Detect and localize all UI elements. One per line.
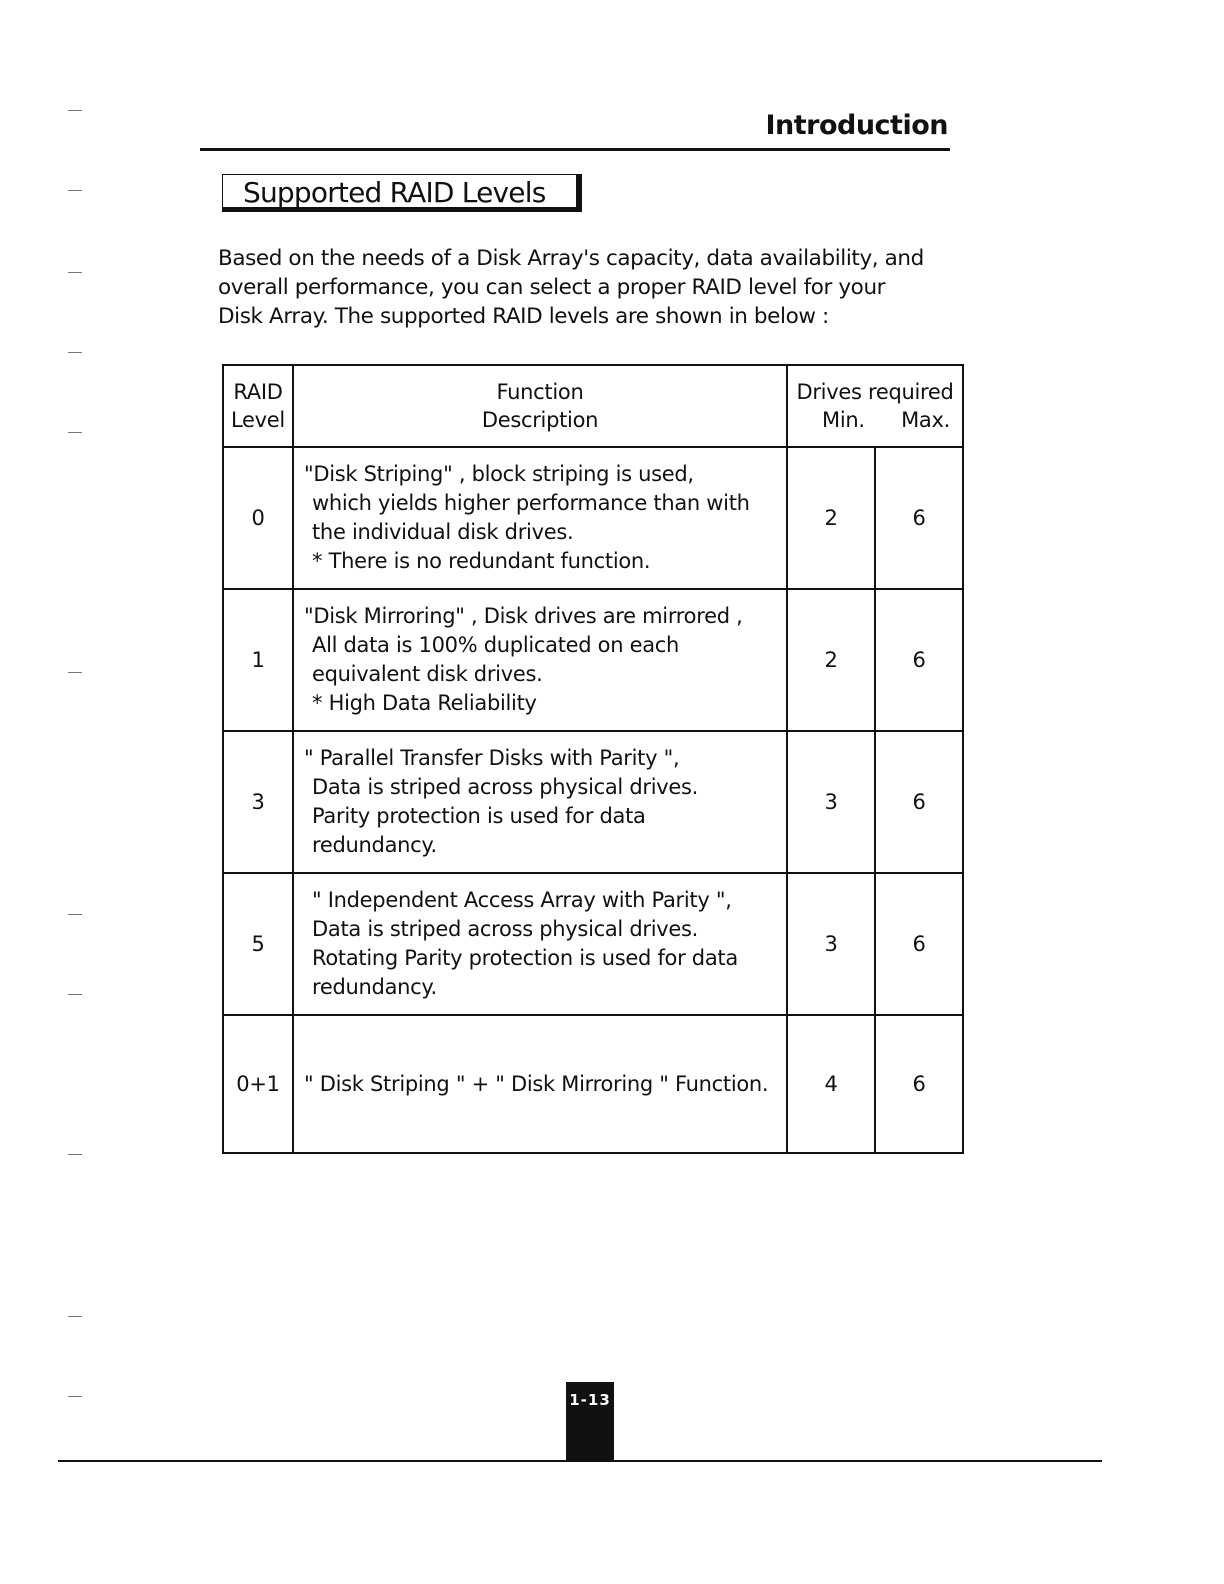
header-drives-label: Drives required xyxy=(796,380,954,404)
min-drives-cell: 3 xyxy=(787,731,875,873)
header-description-label: Description xyxy=(481,408,599,432)
description-line: Parity protection is used for data xyxy=(312,804,646,828)
raid-level-cell: 0 xyxy=(223,447,293,589)
function-description-cell xyxy=(293,731,787,873)
description-line: " Disk Striping " + " Disk Mirroring " Function. xyxy=(304,1071,769,1096)
page-number-tab xyxy=(566,1382,614,1462)
max-drives-cell: 6 xyxy=(875,1015,963,1153)
table-row xyxy=(223,731,963,873)
margin-mark xyxy=(68,1396,82,1397)
description-line: " Independent Access Array with Parity ", xyxy=(312,888,732,912)
raid-level-cell: 5 xyxy=(223,873,293,1015)
description-line: redundancy. xyxy=(312,975,437,999)
table-row xyxy=(223,447,963,589)
description-line: " Parallel Transfer Disks with Parity ", xyxy=(304,746,680,770)
min-drives-cell: 2 xyxy=(787,589,875,731)
table-header-row xyxy=(223,365,963,447)
section-title-box xyxy=(222,174,582,212)
raid-level-cell: 0+1 xyxy=(223,1015,293,1153)
function-description-cell xyxy=(293,589,787,731)
max-drives-cell: 6 xyxy=(875,731,963,873)
margin-mark xyxy=(68,1154,82,1155)
min-drives-cell: 2 xyxy=(787,447,875,589)
header-level-label: Level xyxy=(231,408,285,432)
header-min-label: Min. xyxy=(822,408,865,432)
header-function-label: Function xyxy=(496,380,584,404)
description-line: * There is no redundant function. xyxy=(312,549,651,573)
margin-mark xyxy=(68,352,82,353)
description-line: * High Data Reliability xyxy=(312,691,537,715)
function-description-cell xyxy=(293,873,787,1015)
header-raid-level xyxy=(223,365,293,447)
min-drives-cell: 3 xyxy=(787,873,875,1015)
margin-mark xyxy=(68,190,82,191)
header-raid-label: RAID xyxy=(233,380,283,404)
description-line: redundancy. xyxy=(312,833,437,857)
description-line: "Disk Mirroring" , Disk drives are mirrored , xyxy=(304,604,743,628)
description-line: "Disk Striping" , block striping is used, xyxy=(304,462,694,486)
intro-line: Based on the needs of a Disk Array's capacity, data availability, and xyxy=(218,246,924,271)
description-line: All data is 100% duplicated on each xyxy=(312,633,680,657)
description-line: Data is striped across physical drives. xyxy=(312,917,698,941)
raid-level-cell: 3 xyxy=(223,731,293,873)
max-drives-cell: 6 xyxy=(875,447,963,589)
footer-rule xyxy=(58,1460,1102,1462)
raid-levels-table xyxy=(222,364,964,1154)
description-line: Rotating Parity protection is used for data xyxy=(312,946,738,970)
intro-paragraph xyxy=(218,244,958,331)
margin-mark xyxy=(68,110,82,111)
section-title: Supported RAID Levels xyxy=(243,176,546,209)
page-number: 1-13 xyxy=(569,1391,611,1409)
intro-line: overall performance, you can select a proper RAID level for your xyxy=(218,275,886,300)
header-max-label: Max. xyxy=(901,408,950,432)
intro-line: Disk Array. The supported RAID levels are shown in below : xyxy=(218,304,829,329)
description-line: equivalent disk drives. xyxy=(312,662,543,686)
function-description-cell xyxy=(293,1015,787,1153)
max-drives-cell: 6 xyxy=(875,873,963,1015)
raid-level-cell: 1 xyxy=(223,589,293,731)
margin-mark xyxy=(68,994,82,995)
margin-mark xyxy=(68,914,82,915)
max-drives-cell: 6 xyxy=(875,589,963,731)
table-row xyxy=(223,873,963,1015)
header-rule xyxy=(200,148,950,151)
description-line: which yields higher performance than with xyxy=(312,491,750,515)
min-drives-cell: 4 xyxy=(787,1015,875,1153)
description-line: Data is striped across physical drives. xyxy=(312,775,698,799)
margin-mark xyxy=(68,432,82,433)
header-min-max xyxy=(788,406,962,434)
margin-mark xyxy=(68,1316,82,1317)
margin-mark xyxy=(68,672,82,673)
table-row xyxy=(223,1015,963,1153)
header-function xyxy=(293,365,787,447)
table-row xyxy=(223,589,963,731)
running-header: Introduction xyxy=(765,110,948,141)
margin-mark xyxy=(68,272,82,273)
description-line: the individual disk drives. xyxy=(312,520,574,544)
function-description-cell xyxy=(293,447,787,589)
header-drives-required xyxy=(787,365,963,447)
